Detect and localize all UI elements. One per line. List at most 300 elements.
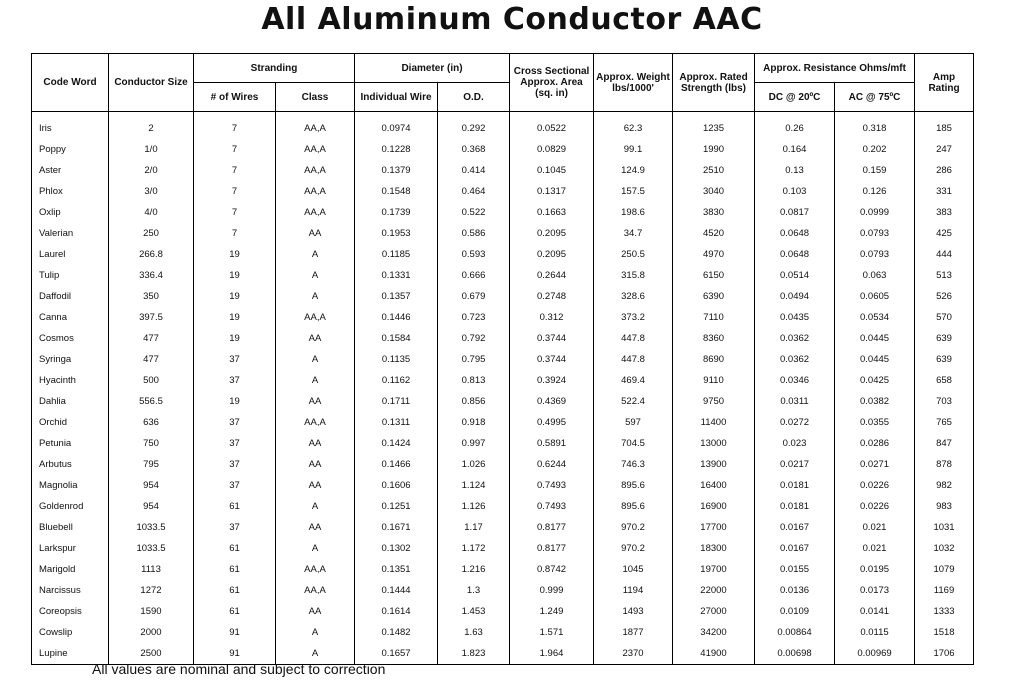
cell-code-word: Tulip [32,265,109,286]
cell-code-word: Dahlia [32,391,109,412]
cell-weight: 34.7 [594,223,673,244]
cell-class: AA,A [276,160,355,181]
cell-dc-resistance: 0.0136 [755,580,835,601]
cell-weight: 124.9 [594,160,673,181]
cell-cross-sectional-area: 1.964 [510,643,594,665]
table-row [32,223,974,244]
cell-amp-rating: 878 [915,454,974,475]
cell-ac-resistance: 0.0534 [835,307,915,328]
cell-code-word: Marigold [32,559,109,580]
cell-rated-strength: 8360 [673,328,755,349]
cell-code-word: Syringa [32,349,109,370]
cell-od: 0.918 [438,412,510,433]
cell-rated-strength: 13900 [673,454,755,475]
cell-ac-resistance: 0.0355 [835,412,915,433]
cell-class: AA,A [276,559,355,580]
cell-num-wires: 7 [194,202,276,223]
cell-rated-strength: 34200 [673,622,755,643]
cell-code-word: Daffodil [32,286,109,307]
cell-dc-resistance: 0.103 [755,181,835,202]
cell-individual-wire: 0.0974 [355,112,438,140]
cell-cross-sectional-area: 0.1317 [510,181,594,202]
table-row [32,328,974,349]
cell-amp-rating: 185 [915,112,974,140]
table-row [32,112,974,140]
cell-ac-resistance: 0.0141 [835,601,915,622]
table-row [32,433,974,454]
cell-cross-sectional-area: 1.249 [510,601,594,622]
cell-od: 0.723 [438,307,510,328]
cell-individual-wire: 0.1351 [355,559,438,580]
header-resistance: Approx. Resistance Ohms/mft [755,54,915,83]
cell-class: AA,A [276,202,355,223]
cell-code-word: Aster [32,160,109,181]
cell-rated-strength: 17700 [673,517,755,538]
cell-dc-resistance: 0.26 [755,112,835,140]
cell-class: A [276,286,355,307]
cell-conductor-size: 500 [109,370,194,391]
cell-cross-sectional-area: 0.6244 [510,454,594,475]
cell-ac-resistance: 0.0445 [835,328,915,349]
cell-ac-resistance: 0.159 [835,160,915,181]
cell-amp-rating: 1706 [915,643,974,665]
table-row [32,160,974,181]
cell-individual-wire: 0.1482 [355,622,438,643]
cell-amp-rating: 526 [915,286,974,307]
cell-rated-strength: 3040 [673,181,755,202]
cell-class: AA,A [276,307,355,328]
cell-ac-resistance: 0.00969 [835,643,915,665]
cell-num-wires: 91 [194,622,276,643]
cell-cross-sectional-area: 0.7493 [510,496,594,517]
cell-rated-strength: 16900 [673,496,755,517]
cell-amp-rating: 847 [915,433,974,454]
cell-od: 1.026 [438,454,510,475]
cell-rated-strength: 4520 [673,223,755,244]
cell-class: A [276,265,355,286]
cell-amp-rating: 1031 [915,517,974,538]
cell-class: AA,A [276,412,355,433]
cell-individual-wire: 0.1162 [355,370,438,391]
cell-class: AA,A [276,139,355,160]
header-num-wires: # of Wires [194,83,276,112]
cell-weight: 1045 [594,559,673,580]
cell-ac-resistance: 0.0226 [835,496,915,517]
cell-od: 1.453 [438,601,510,622]
cell-amp-rating: 1032 [915,538,974,559]
cell-od: 1.3 [438,580,510,601]
cell-weight: 1877 [594,622,673,643]
cell-cross-sectional-area: 0.999 [510,580,594,601]
cell-cross-sectional-area: 0.2095 [510,244,594,265]
cell-amp-rating: 703 [915,391,974,412]
cell-num-wires: 7 [194,223,276,244]
cell-od: 0.464 [438,181,510,202]
footnote: All values are nominal and subject to correction [92,661,386,677]
cell-amp-rating: 1333 [915,601,974,622]
header-code-word: Code Word [32,54,109,112]
cell-ac-resistance: 0.202 [835,139,915,160]
cell-od: 1.17 [438,517,510,538]
cell-weight: 895.6 [594,475,673,496]
cell-weight: 1194 [594,580,673,601]
table-row [32,244,974,265]
cell-weight: 373.2 [594,307,673,328]
cell-code-word: Orchid [32,412,109,433]
header-rated-strength: Approx. Rated Strength (lbs) [673,54,755,112]
cell-num-wires: 37 [194,433,276,454]
cell-dc-resistance: 0.0311 [755,391,835,412]
cell-code-word: Petunia [32,433,109,454]
cell-rated-strength: 41900 [673,643,755,665]
cell-code-word: Laurel [32,244,109,265]
cell-num-wires: 7 [194,139,276,160]
cell-cross-sectional-area: 0.3744 [510,328,594,349]
cell-individual-wire: 0.1357 [355,286,438,307]
cell-rated-strength: 7110 [673,307,755,328]
cell-conductor-size: 477 [109,328,194,349]
cell-ac-resistance: 0.063 [835,265,915,286]
cell-individual-wire: 0.1739 [355,202,438,223]
cell-od: 0.792 [438,328,510,349]
cell-conductor-size: 336.4 [109,265,194,286]
cell-class: AA [276,433,355,454]
cell-individual-wire: 0.1424 [355,433,438,454]
table-row [32,580,974,601]
cell-weight: 895.6 [594,496,673,517]
cell-od: 0.997 [438,433,510,454]
table-row [32,496,974,517]
cell-individual-wire: 0.1953 [355,223,438,244]
cell-num-wires: 19 [194,244,276,265]
table-row [32,601,974,622]
cell-dc-resistance: 0.0362 [755,349,835,370]
cell-ac-resistance: 0.0115 [835,622,915,643]
cell-ac-resistance: 0.0382 [835,391,915,412]
cell-individual-wire: 0.1302 [355,538,438,559]
cell-rated-strength: 2510 [673,160,755,181]
table-row [32,286,974,307]
cell-conductor-size: 1/0 [109,139,194,160]
header-weight: Approx. Weight lbs/1000' [594,54,673,112]
cell-amp-rating: 982 [915,475,974,496]
table-row [32,139,974,160]
cell-cross-sectional-area: 0.2748 [510,286,594,307]
cell-class: AA,A [276,580,355,601]
cell-num-wires: 37 [194,454,276,475]
cell-individual-wire: 0.1379 [355,160,438,181]
cell-individual-wire: 0.1614 [355,601,438,622]
cell-rated-strength: 9110 [673,370,755,391]
cell-cross-sectional-area: 0.4369 [510,391,594,412]
cell-class: A [276,643,355,665]
cell-conductor-size: 477 [109,349,194,370]
header-ac-resistance: AC @ 75ºC [835,83,915,112]
cell-ac-resistance: 0.0793 [835,223,915,244]
cell-ac-resistance: 0.0226 [835,475,915,496]
cell-cross-sectional-area: 0.8742 [510,559,594,580]
header-diameter: Diameter (in) [355,54,510,83]
cell-code-word: Coreopsis [32,601,109,622]
cell-conductor-size: 2/0 [109,160,194,181]
cell-individual-wire: 0.1711 [355,391,438,412]
cell-code-word: Hyacinth [32,370,109,391]
header-individual-wire: Individual Wire [355,83,438,112]
cell-class: AA,A [276,181,355,202]
cell-amp-rating: 983 [915,496,974,517]
cell-ac-resistance: 0.0425 [835,370,915,391]
cell-class: A [276,538,355,559]
cell-code-word: Canna [32,307,109,328]
cell-rated-strength: 9750 [673,391,755,412]
cell-cross-sectional-area: 0.8177 [510,538,594,559]
cell-dc-resistance: 0.0109 [755,601,835,622]
cell-class: AA [276,391,355,412]
cell-code-word: Bluebell [32,517,109,538]
cell-num-wires: 37 [194,370,276,391]
table-row [32,559,974,580]
cell-amp-rating: 570 [915,307,974,328]
cell-code-word: Oxlip [32,202,109,223]
cell-code-word: Phlox [32,181,109,202]
cell-dc-resistance: 0.13 [755,160,835,181]
table-row [32,181,974,202]
table-row [32,454,974,475]
cell-conductor-size: 3/0 [109,181,194,202]
cell-individual-wire: 0.1606 [355,475,438,496]
cell-rated-strength: 13000 [673,433,755,454]
cell-dc-resistance: 0.0362 [755,328,835,349]
cell-od: 0.414 [438,160,510,181]
cell-dc-resistance: 0.0181 [755,475,835,496]
cell-rated-strength: 19700 [673,559,755,580]
cell-individual-wire: 0.1331 [355,265,438,286]
cell-dc-resistance: 0.0494 [755,286,835,307]
cell-conductor-size: 1033.5 [109,538,194,559]
cell-amp-rating: 639 [915,349,974,370]
cell-dc-resistance: 0.0648 [755,244,835,265]
cell-weight: 970.2 [594,517,673,538]
cell-conductor-size: 636 [109,412,194,433]
cell-individual-wire: 0.1228 [355,139,438,160]
cell-weight: 1493 [594,601,673,622]
cell-num-wires: 7 [194,112,276,140]
page-title: All Aluminum Conductor AAC [261,2,763,37]
cell-conductor-size: 266.8 [109,244,194,265]
table-row [32,265,974,286]
cell-code-word: Lupine [32,643,109,665]
cell-ac-resistance: 0.021 [835,538,915,559]
cell-dc-resistance: 0.0435 [755,307,835,328]
cell-cross-sectional-area: 0.0522 [510,112,594,140]
cell-dc-resistance: 0.0155 [755,559,835,580]
cell-weight: 522.4 [594,391,673,412]
cell-od: 0.795 [438,349,510,370]
cell-cross-sectional-area: 0.312 [510,307,594,328]
table-row [32,538,974,559]
cell-individual-wire: 0.1444 [355,580,438,601]
cell-conductor-size: 2500 [109,643,194,665]
table-row [32,475,974,496]
cell-ac-resistance: 0.318 [835,112,915,140]
cell-conductor-size: 2000 [109,622,194,643]
cell-class: A [276,370,355,391]
cell-conductor-size: 1033.5 [109,517,194,538]
cell-ac-resistance: 0.0445 [835,349,915,370]
cell-class: AA [276,601,355,622]
cell-conductor-size: 350 [109,286,194,307]
cell-weight: 99.1 [594,139,673,160]
cell-rated-strength: 3830 [673,202,755,223]
cell-num-wires: 37 [194,349,276,370]
cell-cross-sectional-area: 0.8177 [510,517,594,538]
cell-num-wires: 19 [194,265,276,286]
cell-class: A [276,622,355,643]
header-od: O.D. [438,83,510,112]
cell-ac-resistance: 0.0173 [835,580,915,601]
cell-od: 0.586 [438,223,510,244]
cell-rated-strength: 1235 [673,112,755,140]
cell-amp-rating: 425 [915,223,974,244]
cell-rated-strength: 4970 [673,244,755,265]
cell-conductor-size: 750 [109,433,194,454]
cell-class: A [276,496,355,517]
header-class: Class [276,83,355,112]
cell-weight: 198.6 [594,202,673,223]
cell-ac-resistance: 0.0271 [835,454,915,475]
cell-rated-strength: 18300 [673,538,755,559]
cell-num-wires: 91 [194,643,276,665]
cell-individual-wire: 0.1671 [355,517,438,538]
cell-od: 0.368 [438,139,510,160]
table-row [32,622,974,643]
cell-weight: 315.8 [594,265,673,286]
cell-od: 0.292 [438,112,510,140]
cell-weight: 2370 [594,643,673,665]
table-row [32,202,974,223]
cell-conductor-size: 1590 [109,601,194,622]
cell-rated-strength: 6150 [673,265,755,286]
header-cross-sectional-area: Cross Sectional Approx. Area (sq. in) [510,54,594,112]
cell-od: 0.856 [438,391,510,412]
cell-dc-resistance: 0.00698 [755,643,835,665]
header-conductor-size: Conductor Size [109,54,194,112]
cell-amp-rating: 1518 [915,622,974,643]
cell-weight: 328.6 [594,286,673,307]
cell-cross-sectional-area: 1.571 [510,622,594,643]
cell-conductor-size: 1272 [109,580,194,601]
cell-code-word: Poppy [32,139,109,160]
cell-amp-rating: 765 [915,412,974,433]
cell-weight: 62.3 [594,112,673,140]
table-body [32,112,974,665]
cell-code-word: Cowslip [32,622,109,643]
cell-amp-rating: 513 [915,265,974,286]
cell-ac-resistance: 0.021 [835,517,915,538]
cell-ac-resistance: 0.0999 [835,202,915,223]
cell-conductor-size: 4/0 [109,202,194,223]
cell-class: A [276,349,355,370]
cell-cross-sectional-area: 0.7493 [510,475,594,496]
cell-cross-sectional-area: 0.2095 [510,223,594,244]
cell-dc-resistance: 0.0346 [755,370,835,391]
cell-code-word: Iris [32,112,109,140]
cell-od: 0.666 [438,265,510,286]
cell-od: 0.593 [438,244,510,265]
cell-od: 0.522 [438,202,510,223]
cell-weight: 447.8 [594,328,673,349]
cell-num-wires: 7 [194,160,276,181]
cell-conductor-size: 795 [109,454,194,475]
cell-individual-wire: 0.1548 [355,181,438,202]
cell-rated-strength: 16400 [673,475,755,496]
table-row [32,307,974,328]
cell-cross-sectional-area: 0.1045 [510,160,594,181]
cell-weight: 970.2 [594,538,673,559]
cell-conductor-size: 2 [109,112,194,140]
cell-od: 1.172 [438,538,510,559]
cell-class: AA [276,223,355,244]
cell-cross-sectional-area: 0.3744 [510,349,594,370]
cell-individual-wire: 0.1311 [355,412,438,433]
cell-od: 0.679 [438,286,510,307]
cell-weight: 746.3 [594,454,673,475]
cell-od: 1.126 [438,496,510,517]
cell-ac-resistance: 0.0605 [835,286,915,307]
cell-class: AA [276,475,355,496]
cell-class: AA [276,454,355,475]
cell-dc-resistance: 0.0167 [755,538,835,559]
cell-individual-wire: 0.1466 [355,454,438,475]
cell-dc-resistance: 0.023 [755,433,835,454]
cell-weight: 469.4 [594,370,673,391]
cell-dc-resistance: 0.0272 [755,412,835,433]
cell-ac-resistance: 0.0195 [835,559,915,580]
cell-od: 1.124 [438,475,510,496]
cell-amp-rating: 331 [915,181,974,202]
cell-rated-strength: 1990 [673,139,755,160]
cell-amp-rating: 444 [915,244,974,265]
cell-ac-resistance: 0.126 [835,181,915,202]
table-row [32,412,974,433]
table-header [32,54,974,112]
cell-class: AA [276,328,355,349]
cell-ac-resistance: 0.0286 [835,433,915,454]
cell-num-wires: 61 [194,496,276,517]
cell-rated-strength: 11400 [673,412,755,433]
cell-rated-strength: 27000 [673,601,755,622]
cell-individual-wire: 0.1584 [355,328,438,349]
cell-od: 1.63 [438,622,510,643]
cell-conductor-size: 954 [109,496,194,517]
cell-num-wires: 19 [194,286,276,307]
header-amp-rating: Amp Rating [915,54,974,112]
cell-conductor-size: 250 [109,223,194,244]
cell-num-wires: 37 [194,475,276,496]
cell-num-wires: 19 [194,328,276,349]
cell-conductor-size: 556.5 [109,391,194,412]
cell-dc-resistance: 0.0817 [755,202,835,223]
cell-code-word: Narcissus [32,580,109,601]
cell-code-word: Larkspur [32,538,109,559]
cell-num-wires: 19 [194,307,276,328]
cell-cross-sectional-area: 0.3924 [510,370,594,391]
cell-amp-rating: 383 [915,202,974,223]
cell-dc-resistance: 0.0648 [755,223,835,244]
cell-num-wires: 61 [194,538,276,559]
cell-conductor-size: 954 [109,475,194,496]
cell-amp-rating: 1079 [915,559,974,580]
